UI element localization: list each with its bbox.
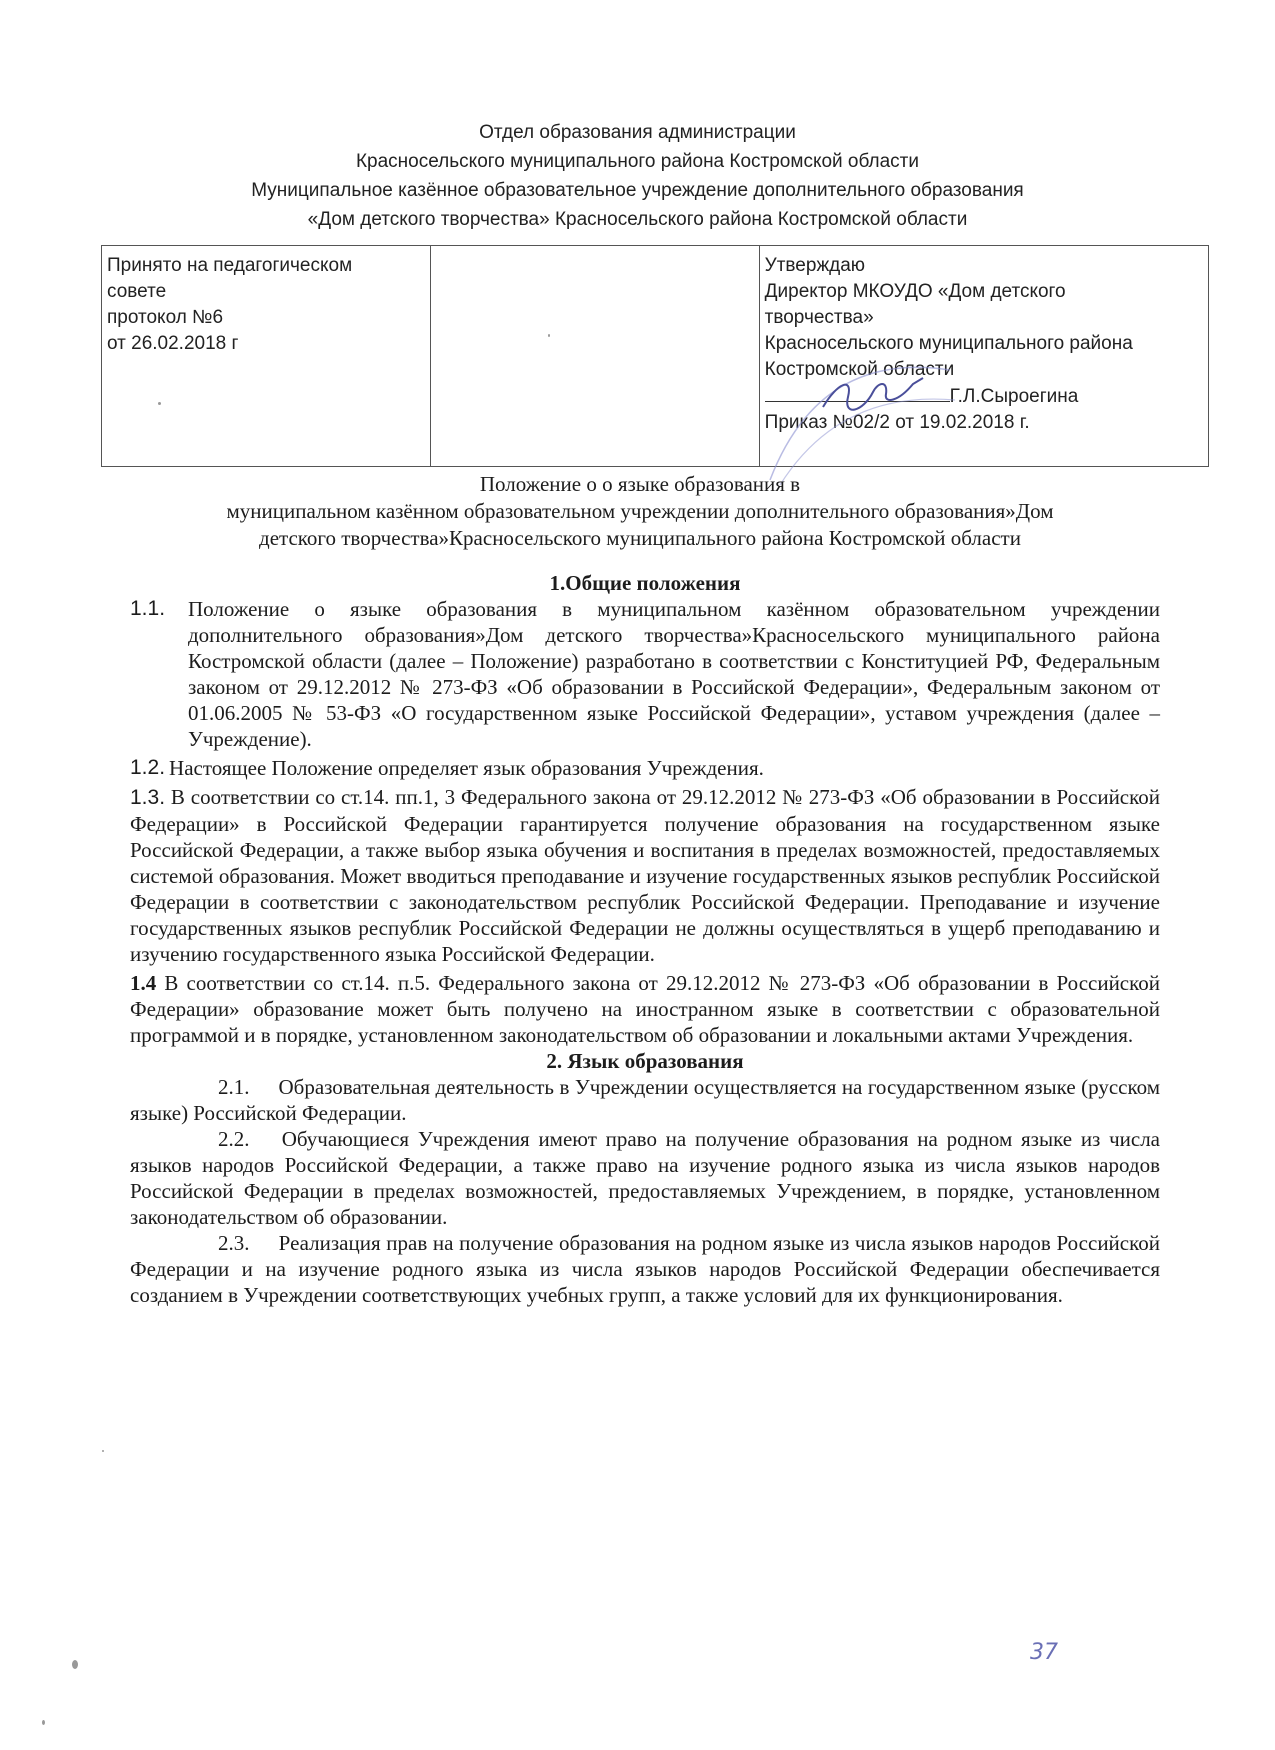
clause-1-3 (130, 784, 1160, 967)
page-number: 37 (1030, 1640, 1058, 1665)
scan-speck (72, 1660, 78, 1669)
clause-text: В соответствии со ст.14. пп.1, 3 Федерального закона от 29.12.2012 № 273-ФЗ «Об образовании в Российской Федерации» в Российской Федерации гарантируется получение образования на государственном языке Российской Федерации, а также выбор языка обучения и воспитания в пределах возможностей, предоставляемых системой образования. Может вводиться преподавание и изучение государственных языков республик Российской Федерации в соответствии с законодательством республик Российской Федерации. Преподавание и изучение государственных языков республик Российской Федерации не должны осуществляться в ущерб преподаванию и изучению государственного языка Российской Федерации. (130, 785, 1161, 966)
header-line: Красносельского муниципального района Костромской области (355, 151, 919, 172)
council-line: от 26.02.2018 г (107, 333, 239, 354)
clause-text: В соответствии со ст.14. п.5. Федерального закона от 29.12.2012 № 273-ФЗ «Об образовании в Российской Федерации» образование может быть получено на иностранном языке в соответствии с образовательной программой и в порядке, установленном законодательством об образовании и локальными актами Учреждения. (130, 971, 1161, 1047)
title-line: Положение о о языке образования в (479, 472, 801, 496)
clause-text: Реализация прав на получение образования на родном языке из числа языков народов Российской Федерации и на изучение родного языка из числа языков народов Российской Федерации обеспечивается созданием в Учреждении соответствующих учебных групп, а также условий для их функционирования. (130, 1231, 1160, 1307)
clause-1-4 (130, 970, 1160, 1048)
signature-icon (818, 372, 928, 417)
approval-table (101, 245, 1209, 467)
order-line: Приказ №02/2 от 19.02.2018 г. (764, 412, 1030, 433)
clause-text: Настоящее Положение определяет язык образования Учреждения. (169, 756, 764, 780)
scan-speck (102, 1450, 104, 1452)
document-body (130, 570, 1160, 1308)
signer-name: Г.Л.Сыроегина (949, 386, 1079, 407)
organization-header (160, 118, 1115, 234)
clause-2-2 (130, 1126, 1160, 1230)
clause-number: 2.2. (218, 1127, 250, 1151)
empty-cell (431, 246, 759, 467)
scan-speck (158, 402, 161, 405)
approval-line: Красносельского муниципального района (764, 333, 1133, 354)
approval-line: творчества» (764, 307, 874, 328)
approval-line: Костромской области (764, 359, 955, 380)
header-line: «Дом детского творчества» Красносельского района Костромской области (307, 209, 968, 230)
council-line: протокол №6 (107, 307, 224, 328)
clause-2-3 (130, 1230, 1160, 1308)
section-heading: 1.Общие положения (549, 571, 741, 595)
clause-number: 1.3. (130, 786, 166, 809)
clause-2-1 (130, 1074, 1160, 1126)
clause-1-1 (130, 596, 1160, 752)
header-line: Муниципальное казённое образовательное учреждение дополнительного образования (251, 180, 1024, 201)
scan-speck (42, 1720, 45, 1725)
council-line: совете (107, 281, 167, 302)
scan-speck (548, 334, 550, 337)
clause-text: Образовательная деятельность в Учреждении осуществляется на государственном языке (русском языке) Российской Федерации. (130, 1075, 1161, 1125)
approval-line: Директор МКОУДО «Дом детского (764, 281, 1066, 302)
approval-line: Утверждаю (764, 255, 866, 276)
title-line: муниципальном казённом образовательном учреждении дополнительного образования»Дом (226, 499, 1054, 523)
clause-number: 1.2. (130, 756, 166, 779)
clause-1-2 (130, 755, 1160, 781)
clause-number: 1.4 (130, 971, 157, 995)
clause-number: 2.3. (218, 1231, 250, 1255)
document-title (120, 471, 1160, 552)
title-line: детского творчества»Красносельского муниципального района Костромской области (259, 526, 1021, 550)
clause-number: 2.1. (218, 1075, 250, 1099)
council-approval-cell (102, 246, 431, 467)
section-heading: 2. Язык образования (546, 1049, 744, 1073)
clause-text: Положение о языке образования в муниципальном казённом образовательном учреждении дополнительного образования»Дом детского творчества»Красносельского муниципального района Костромской области (далее – Положение) разработано в соответствии с Конституцией РФ, Федеральным законом от 29.12.2012 № 273-ФЗ «Об образовании в Российской Федерации», Федеральным законом от 01.06.2005 № 53-ФЗ «О государственном языке Российской Федерации», уставом учреждения (далее – Учреждение). (188, 597, 1160, 751)
council-line: Принято на педагогическом (107, 255, 353, 276)
clause-number: 1.1. (130, 597, 166, 620)
header-line: Отдел образования администрации (479, 122, 796, 143)
clause-text: Обучающиеся Учреждения имеют право на получение образования на родном языке из числа языков народов Российской Федерации, а также право на изучение родного языка из числа языков народов Российской Федерации в пределах возможностей, предоставляемых Учреждением, в порядке, установленном законодательством об образовании. (130, 1127, 1161, 1229)
